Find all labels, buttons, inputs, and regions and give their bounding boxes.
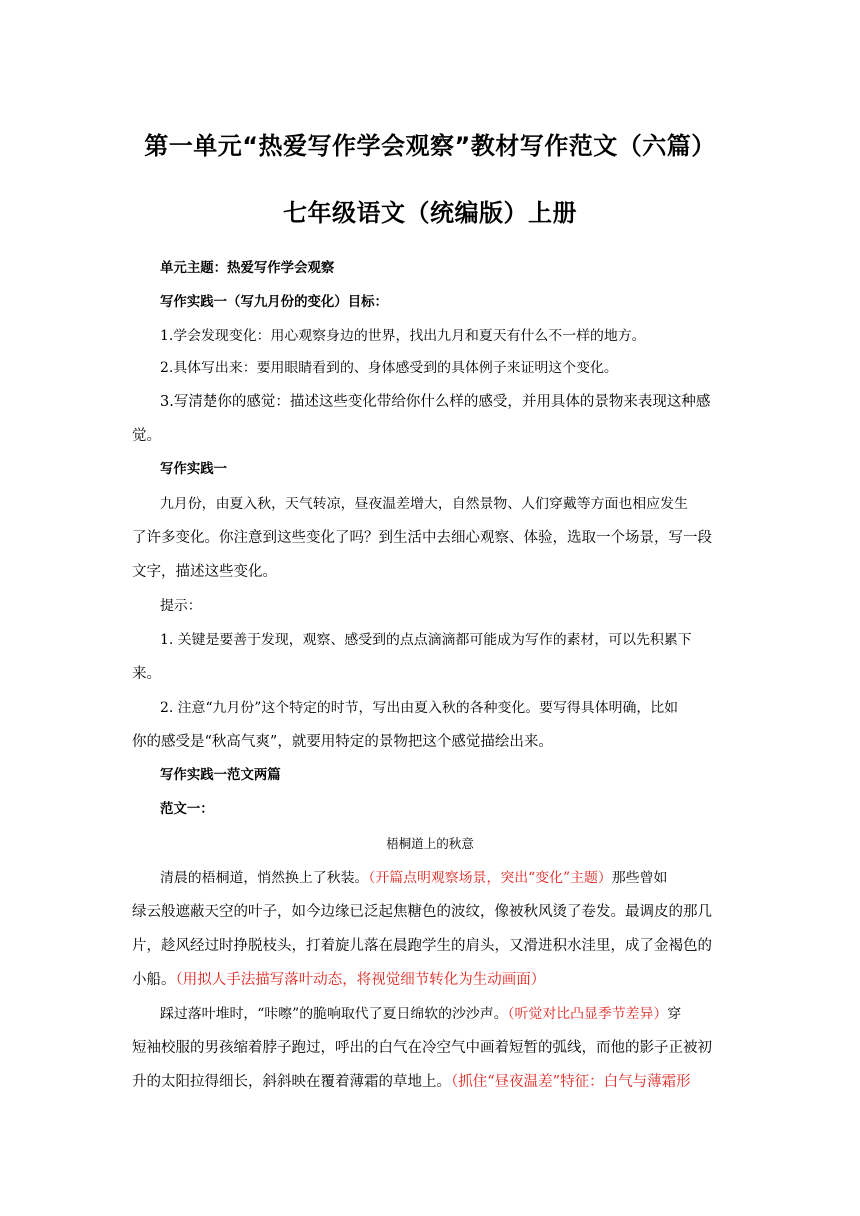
annotation-note: （开篇点明观察场景，突出“变化”主题） (368, 870, 612, 886)
prompt-line: 九月份，由夏入秋，天气转凉，昼夜温差增大，自然景物、人们穿戴等方面也相应发生 (160, 496, 688, 512)
goal-item-2: 2.具体写出来：要用眼睛看到的、身体感受到的具体例子来证明这个变化。 (160, 360, 618, 376)
annotation-note: （听觉对比凸显季节差异） (507, 1006, 668, 1022)
essay-line (132, 1072, 742, 1092)
essay-text: 小船。 (132, 972, 176, 988)
samples-heading: 写作实践一范文两篇 (160, 768, 281, 783)
tip-item-2-cont: 你的感受是“秋高气爽”，就要用特定的景物把这个感觉描绘出来。 (132, 734, 553, 750)
annotation-note: （用拟人手法描写落叶动态，将视觉细节转化为生动画面） (175, 972, 546, 988)
essay-paragraph-1 (160, 868, 770, 888)
unit-theme: 单元主题：热爱写作学会观察 (160, 261, 335, 276)
goal-item-3: 3.写清楚你的感觉：描述这些变化带给你什么样的感受，并用具体的景物来表现这种感 (160, 394, 711, 410)
goal-item-1: 1.学会发现变化：用心观察身边的世界，找出九月和夏天有什么不一样的地方。 (160, 328, 646, 344)
document-subtitle: 七年级语文（统编版）上册 (283, 199, 577, 227)
essay-line: 片，趁风经过时挣脱枝头，打着旋儿落在晨跑学生的肩头，又滑进积水洼里，成了金褐色的 (132, 938, 712, 954)
practice-goal-heading: 写作实践一（写九月份的变化）目标： (160, 295, 388, 310)
goal-item-3-cont: 觉。 (132, 428, 161, 444)
essay-text: 清晨的梧桐道，悄然换上了秋装。 (160, 870, 369, 886)
prompt-line: 了许多变化。你注意到这些变化了吗？到生活中去细心观察、体验，选取一个场景，写一段 (132, 530, 712, 546)
prompt-line: 文字，描述这些变化。 (132, 564, 277, 580)
tip-item-1: 1. 关键是要善于发现，观察、感受到的点点滴滴都可能成为写作的素材，可以先积累下 (160, 632, 692, 648)
essay-line: 绿云般遮蔽天空的叶子，如今边缘已泛起焦糖色的波纹，像被秋风烫了卷发。最调皮的那几 (132, 904, 712, 920)
document-title: 第一单元“热爱写作学会观察”教材写作范文（六篇） (144, 132, 716, 160)
tip-item-1-cont: 来。 (132, 666, 161, 682)
essay-line (132, 970, 742, 990)
essay-text: 那些曾如 (611, 870, 668, 886)
sample-1-label: 范文一： (160, 802, 214, 817)
annotation-note: （抓住“昼夜温差”特征：白气与薄霜形 (451, 1074, 691, 1090)
essay-line: 短袖校服的男孩缩着脖子跑过，呼出的白气在冷空气中画着短暂的弧线，而他的影子正被初 (132, 1040, 712, 1056)
essay-text: 穿 (667, 1006, 682, 1022)
tip-label: 提示： (160, 598, 202, 614)
essay-paragraph-2 (160, 1004, 770, 1024)
practice-heading: 写作实践一 (160, 462, 228, 477)
essay-title: 梧桐道上的秋意 (386, 836, 474, 851)
essay-text: 升的太阳拉得细长，斜斜映在覆着薄霜的草地上。 (132, 1074, 451, 1090)
essay-text: 踩过落叶堆时，“咔嚓”的脆响取代了夏日绵软的沙沙声。 (160, 1006, 508, 1022)
tip-item-2: 2. 注意“九月份”这个特定的时节，写出由夏入秋的各种变化。要写得具体明确，比如 (160, 700, 679, 716)
